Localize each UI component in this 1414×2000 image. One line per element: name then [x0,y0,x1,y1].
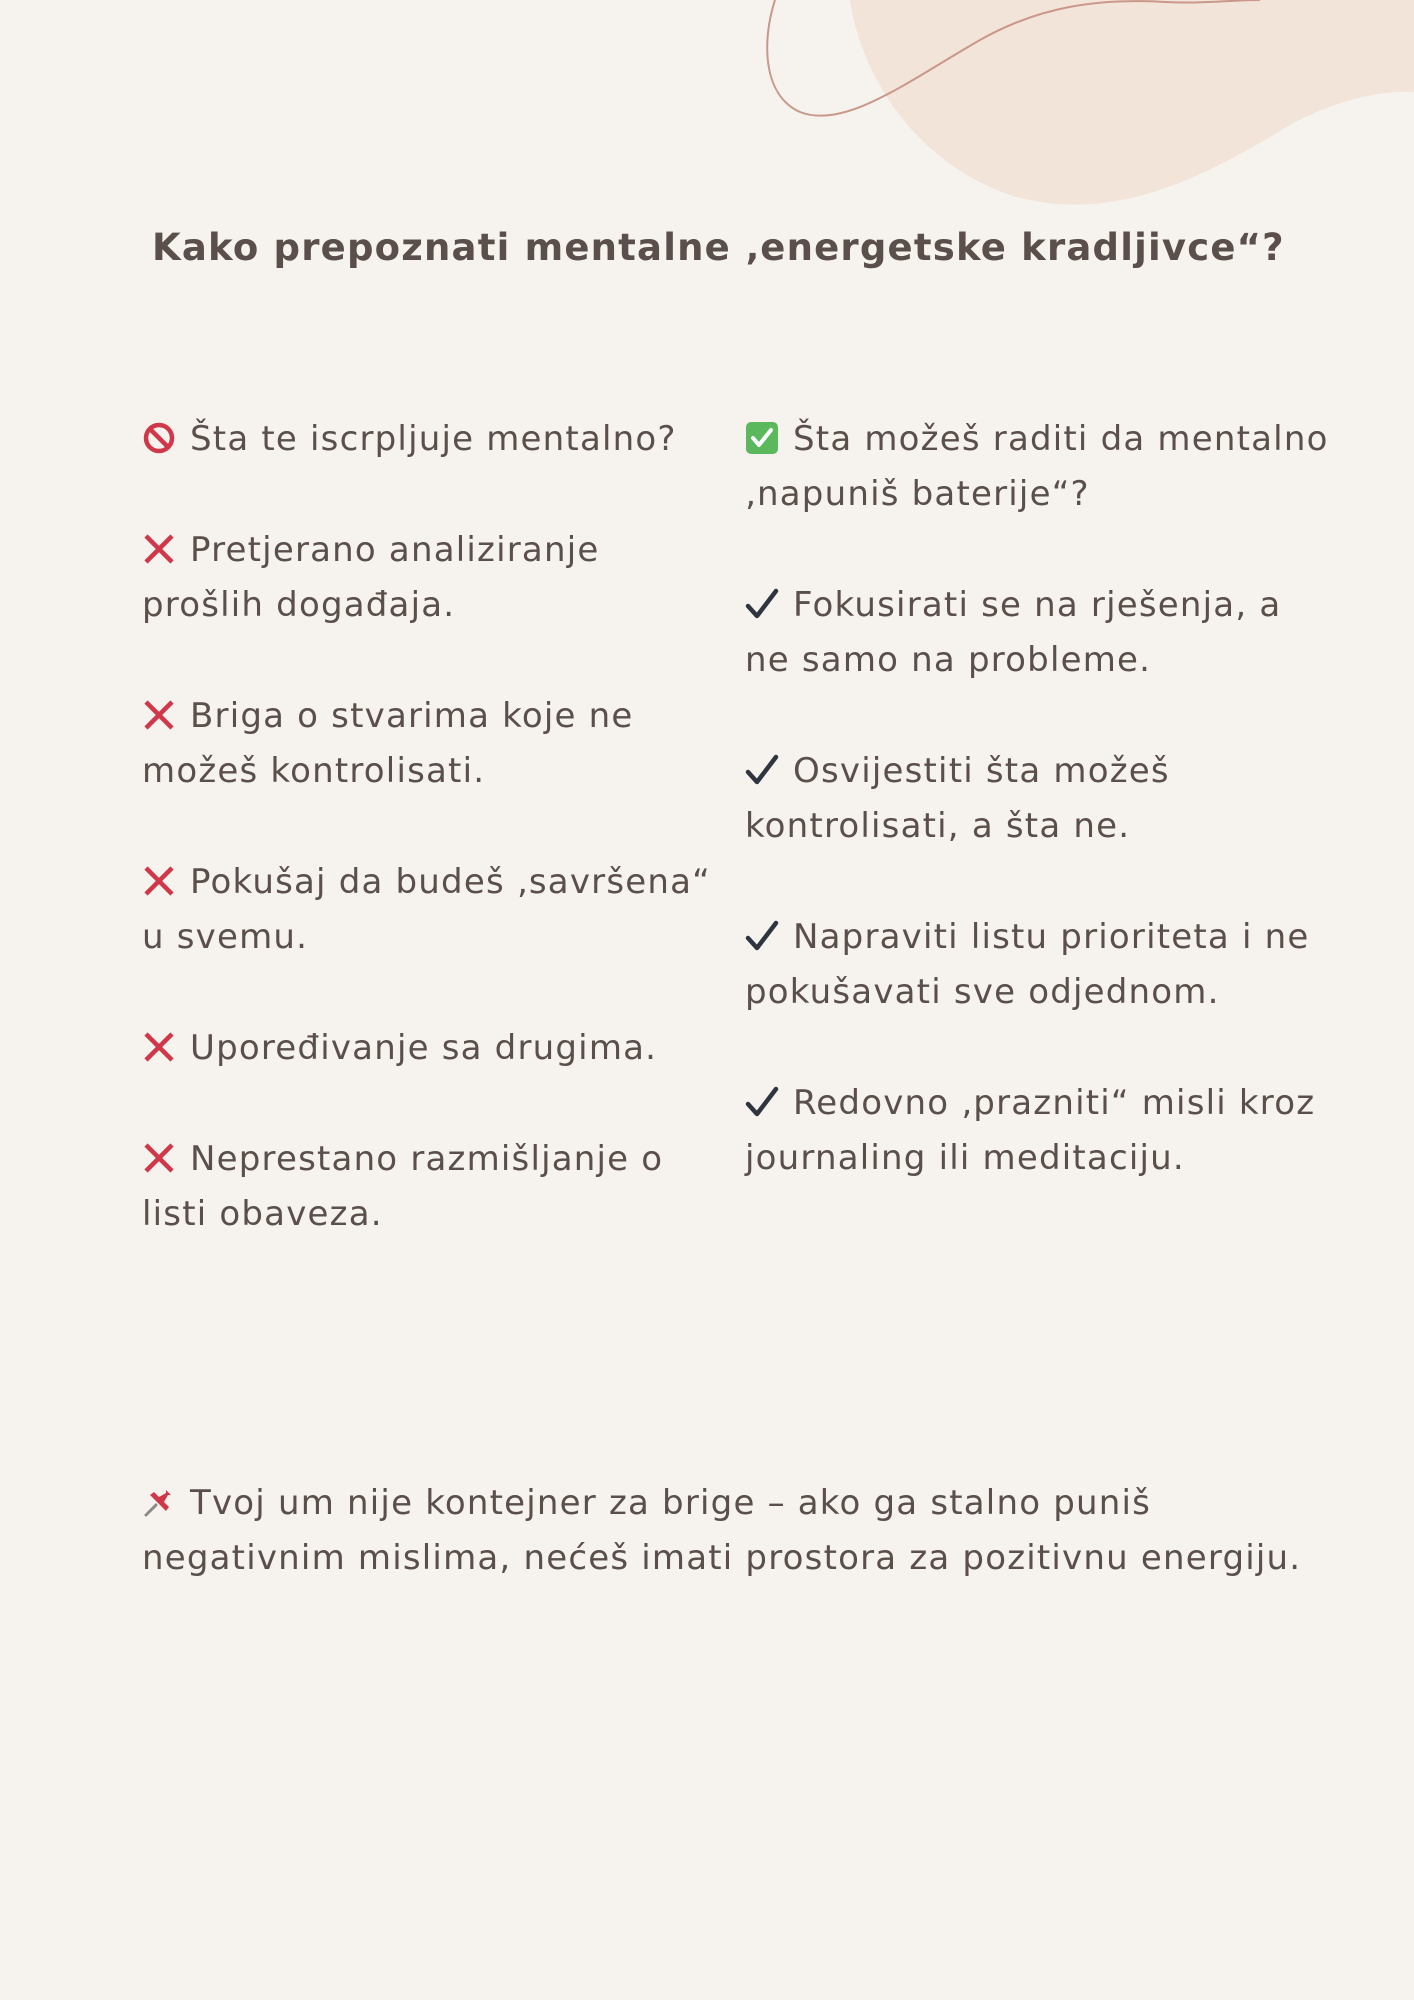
drain-item [142,523,712,633]
recharge-item [745,910,1335,1020]
drain-item [142,689,712,799]
drains-column [142,412,712,1298]
recharge-column [745,412,1335,1242]
cross-mark-icon [142,1030,176,1064]
cross-mark-icon [142,864,176,898]
prohibited-icon [142,421,176,455]
recharge-heading [745,412,1335,522]
check-mark-icon [745,919,779,953]
drain-item [142,1021,712,1076]
cross-mark-icon [142,698,176,732]
closing-note-text: Tvoj um nije kontejner za brige – ako ga stalno puniš negativnim mislima, nećeš imati prostora za pozitivnu energiju. [142,1483,1302,1578]
green-check-box-icon [745,421,779,455]
cross-mark-icon [142,532,176,566]
cross-mark-icon [142,1141,176,1175]
blob-shape [850,0,1414,205]
pushpin-icon [142,1485,176,1519]
drain-item [142,855,712,965]
recharge-item-text: Napraviti listu prioriteta i ne pokušavati sve odjednom. [745,917,1310,1012]
recharge-item-text: Fokusirati se na rješenja, a ne samo na probleme. [745,585,1282,680]
check-mark-icon [745,753,779,787]
drain-item-text: Upoređivanje sa drugima. [190,1028,658,1068]
recharge-item-text: Osvijestiti šta možeš kontrolisati, a šta ne. [745,751,1170,846]
recharge-item-text: Redovno ‚prazniti“ misli kroz journaling ili meditaciju. [745,1083,1316,1178]
drains-heading-text: Šta te iscrpljuje mentalno? [190,419,677,459]
drain-item-text: Pokušaj da budeš ‚savršena“ u svemu. [142,862,711,957]
drain-item [142,1132,712,1242]
drains-heading [142,412,712,467]
closing-note [142,1476,1302,1586]
decorative-blob [0,0,1414,260]
page-title: Kako prepoznati mentalne ‚energetske kradljivce“? [152,226,1285,269]
drain-item-text: Neprestano razmišljanje o listi obaveza. [142,1139,664,1234]
recharge-item [745,1076,1335,1186]
check-mark-icon [745,587,779,621]
drain-item-text: Briga o stvarima koje ne možeš kontrolisati. [142,696,634,791]
check-mark-icon [745,1085,779,1119]
drain-item-text: Pretjerano analiziranje prošlih događaja. [142,530,600,625]
recharge-item [745,744,1335,854]
recharge-item [745,578,1335,688]
recharge-heading-text: Šta možeš raditi da mentalno ‚napuniš baterije“? [745,419,1329,514]
